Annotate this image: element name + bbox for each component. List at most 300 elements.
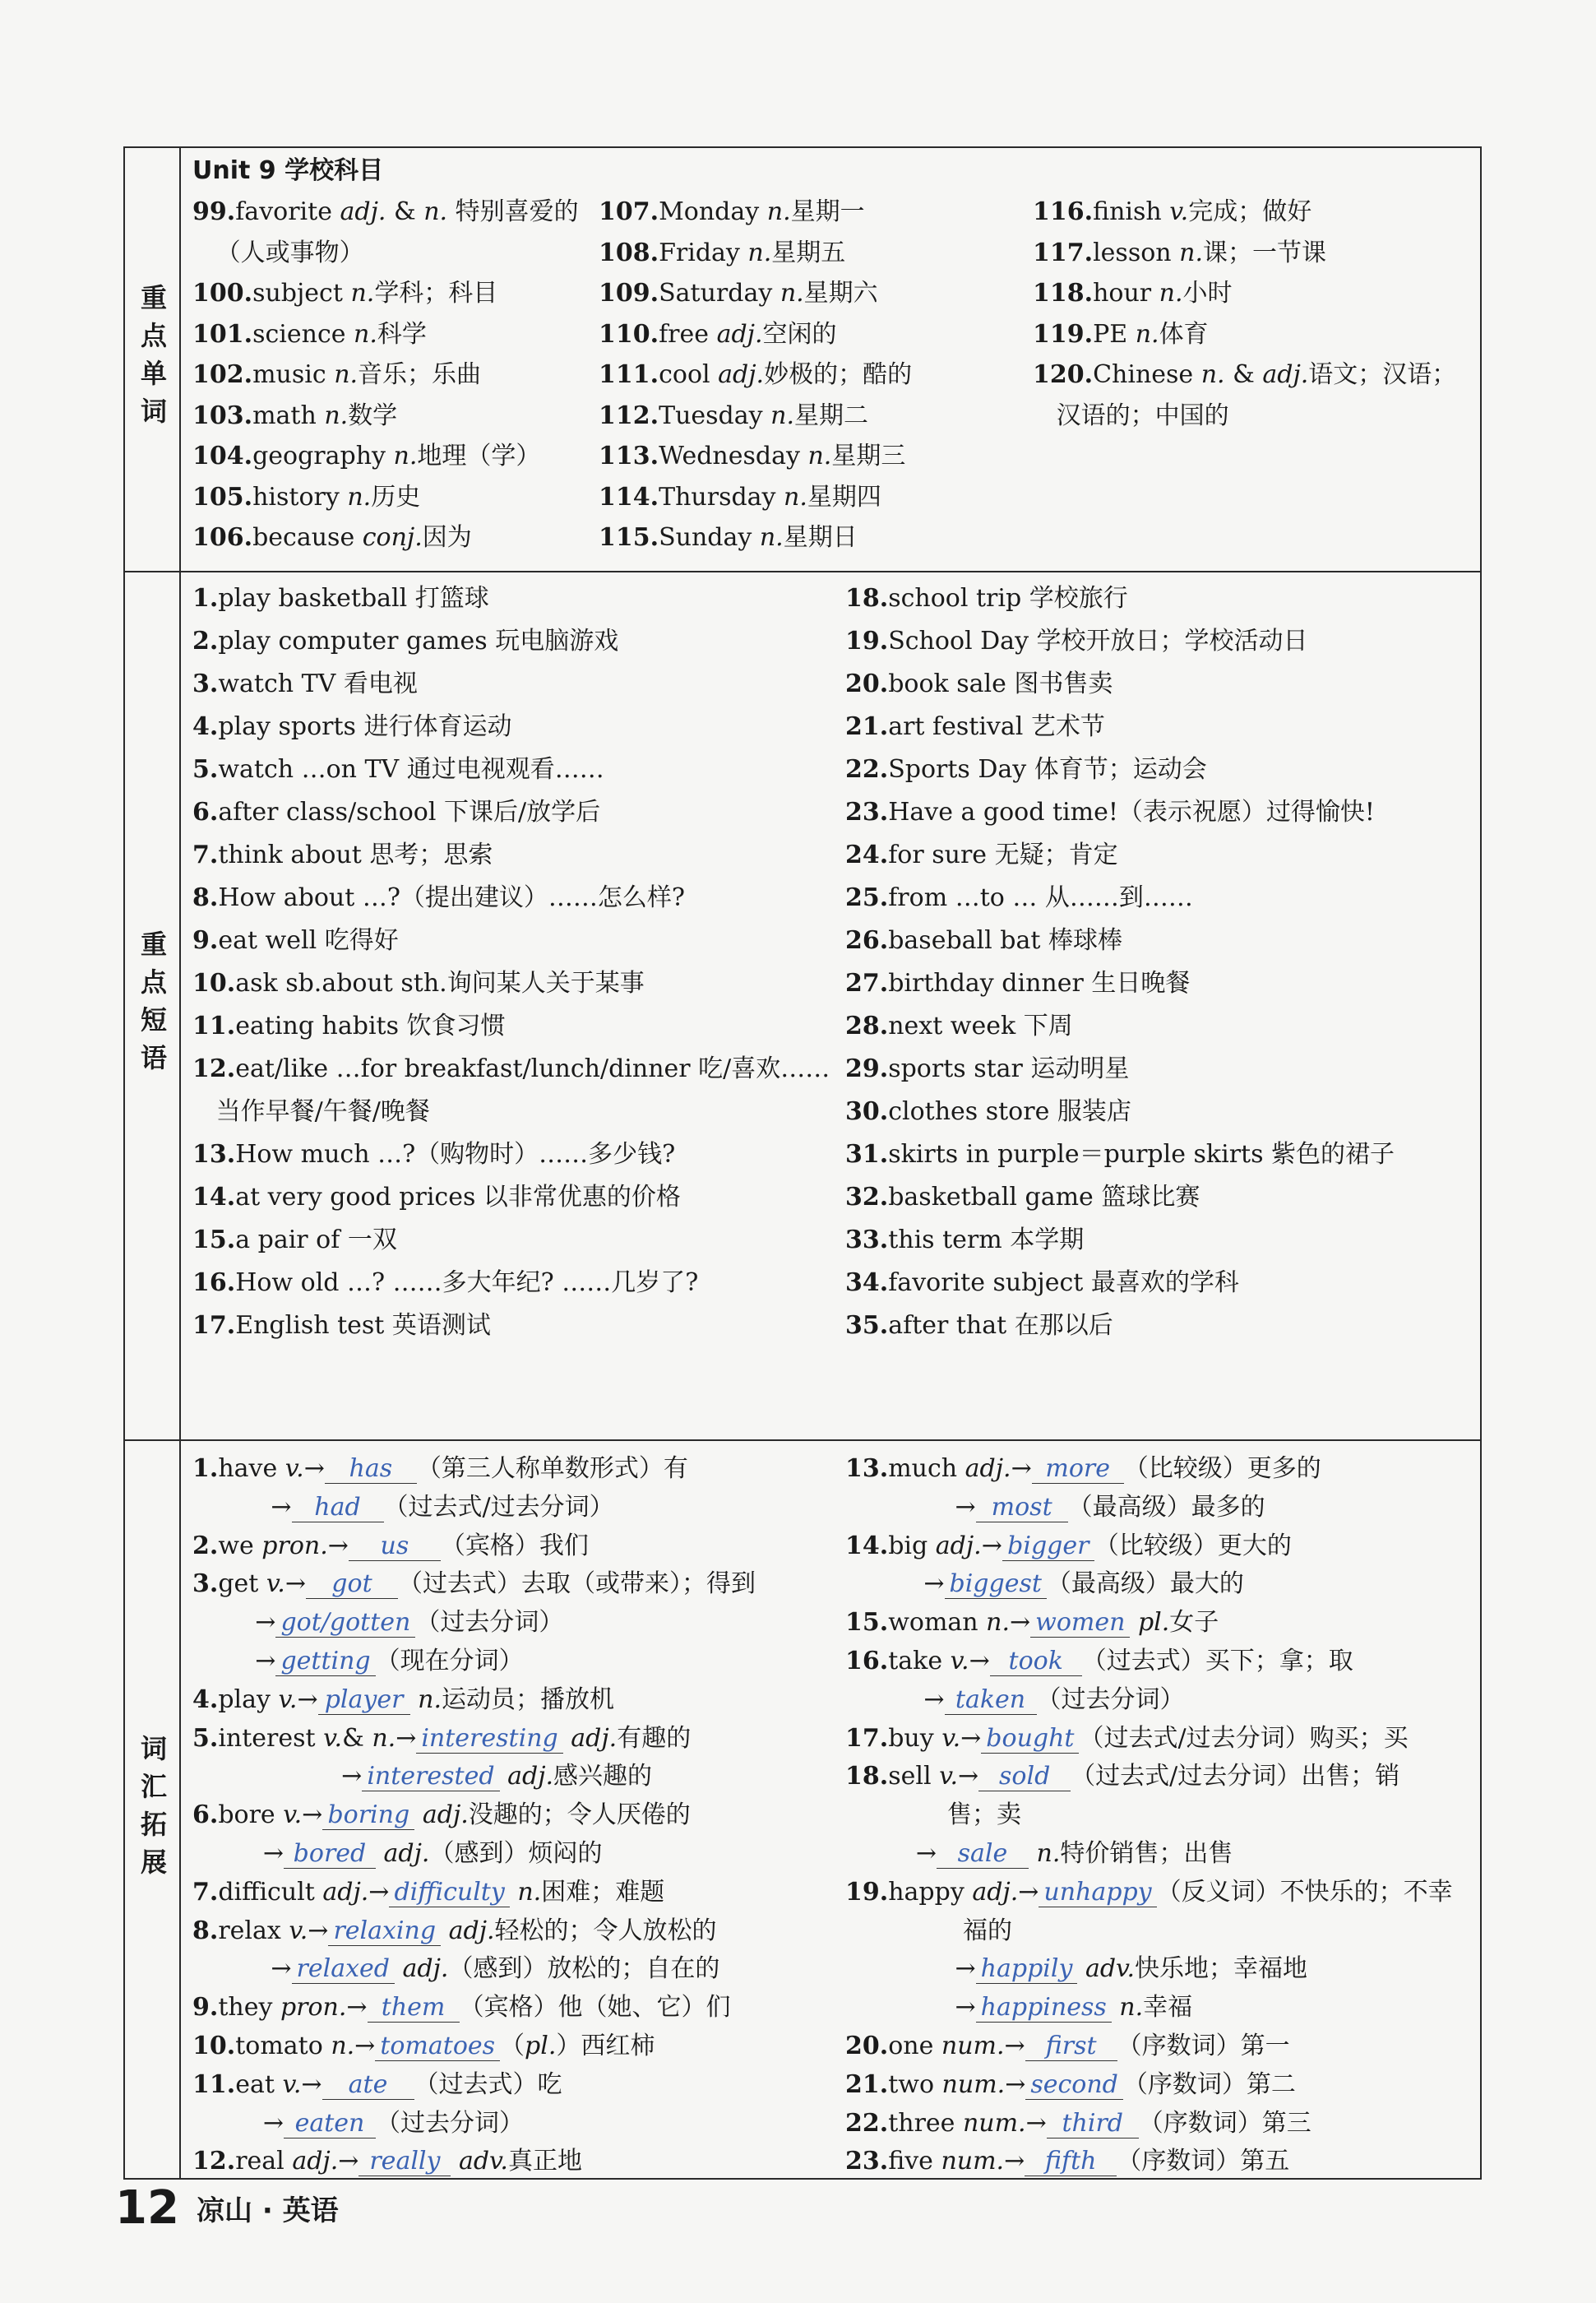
item-number: 6. [192,798,219,827]
entry-text: real [235,2147,293,2176]
entry-text: → [1004,2147,1025,2176]
entry-line [1033,196,1311,229]
entry-text: five [888,2147,941,2176]
entry-text: free [659,319,717,349]
part-of-speech: n. [766,197,791,226]
entry-line [845,1606,1219,1639]
item-number: 103. [192,401,253,430]
part-of-speech: v. [283,1800,303,1830]
entry-text: 语文；汉语； [1308,360,1457,389]
entry-text: → [192,1608,276,1638]
entry-text: ask sb.about sth.询问某人关于某事 [235,969,645,998]
part-of-speech: n. [350,279,375,308]
entry-line [192,2107,524,2140]
answer-blank: getting [275,1647,375,1676]
entry-text: （过去式/过去分词） [383,1492,614,1522]
entry-text: math [252,401,325,430]
entry-line [845,924,1122,957]
part-of-speech: num. [962,2108,1026,2138]
answer-blank: fifth [1025,2148,1117,2176]
part-of-speech: n. [779,279,804,308]
item-number: 33. [845,1226,889,1254]
entry-text [1077,1954,1085,1983]
entry-text: birthday dinner 生日晚餐 [888,969,1191,998]
entry-line [845,1953,1307,1986]
entry-line [192,2069,562,2101]
item-number: 29. [845,1054,889,1083]
entry-text: （过去分词） [375,2108,524,2138]
item-number: 11. [192,2069,236,2099]
entry-text: → [1025,2108,1047,2138]
part-of-speech: adj. [340,197,386,226]
item-number: 7. [192,841,219,869]
entry-line [192,1915,717,1948]
entry-line [192,1267,698,1300]
part-of-speech: adj. [716,319,763,349]
entry-line [845,1453,1321,1485]
item-number: 11. [192,1012,236,1040]
answer-blank: relaxing [328,1917,441,1946]
section-label [125,1441,181,2180]
entry-text: after class/school 下课后/放学后 [218,798,601,827]
entry-text: Sports Day 体育节；运动会 [888,755,1207,784]
key-words-section [125,148,1480,572]
part-of-speech: adj. [402,1954,449,1984]
entry-text [1029,1839,1037,1868]
entry-text: 地理（学） [417,442,541,470]
part-of-speech: n. [1200,360,1225,389]
entry-text [441,1916,449,1945]
entry-text: two [888,2069,942,2099]
item-number: 19. [845,627,889,656]
entry-text: 完成；做好 [1188,197,1312,226]
entry-text: （过去式）买下；拿；取 [1081,1647,1353,1675]
entry-text: （宾格）我们 [440,1531,589,1560]
entry-text: 幸福 [1143,1993,1193,2023]
item-number: 12. [192,1054,236,1083]
entry-text: 小时 [1182,279,1233,308]
item-number: 10. [192,969,236,998]
entry-text: → [354,2032,376,2060]
item-number: 35. [845,1311,889,1340]
entry-text: Sunday [659,523,760,552]
entry-text: 特别喜爱的 [447,197,579,226]
part-of-speech: n. [1036,1839,1061,1868]
item-number: 110. [599,319,659,349]
entry-line [192,1606,563,1639]
entry-text: eat [235,2069,283,2099]
answer-blank: bored [284,1840,376,1869]
entry-text: → [192,2108,284,2138]
entry-text: Chinese [1093,360,1201,389]
entry-line [845,1837,1233,1870]
entry-text: & [386,197,424,226]
entry-text: 因为 [422,523,472,552]
item-number: 21. [845,2069,889,2099]
entry-line [1033,318,1209,351]
item-number: 27. [845,969,889,998]
entry-text: history [252,482,348,512]
entry-text: （序数词）第五 [1117,2147,1290,2176]
entry-text: → [368,1877,390,1907]
answer-blank: unhappy [1039,1879,1156,1907]
part-of-speech: adj. [507,1762,554,1791]
entry-line [192,1096,430,1128]
entry-text: ）西红柿 [556,2032,655,2060]
entry-text: → [845,1839,937,1868]
entry-text: happy [888,1877,973,1907]
item-number: 109. [599,279,659,308]
part-of-speech: v. [939,1762,959,1791]
entry-text: 科学 [377,319,427,349]
entry-text: think about 思考；思索 [218,841,493,869]
entry-text: big [888,1531,936,1560]
answer-blank: third [1047,2110,1139,2138]
entry-text: School Day 学校开放日；学校活动日 [888,627,1308,656]
entry-text: woman [888,1608,987,1638]
entry-line [192,924,399,957]
entry-line [192,277,497,310]
entry-text: How about …?（提出建议）……怎么样? [218,883,685,912]
entry-text: finish [1093,197,1170,226]
entry-line [192,1991,731,2024]
entry-text: we [218,1531,262,1560]
entry-text: buy [888,1723,942,1753]
entry-text: eat/like …for breakfast/lunch/dinner 吃/喜欢…… [235,1054,830,1083]
item-number: 3. [192,1569,219,1599]
answer-blank: bought [981,1725,1079,1754]
entry-line [845,1010,1073,1043]
entry-text: 空闲的 [762,319,837,349]
entry-text: （感到）烦闷的 [429,1839,603,1868]
entry-text: （过去式/过去分词）出售；销 [1071,1762,1400,1791]
entry-text: next week 下周 [888,1012,1073,1040]
entry-text: 售；卖 [845,1800,1021,1830]
item-number: 106. [192,523,253,552]
entry-text: three [888,2108,963,2138]
entry-text [410,1685,419,1714]
entry-line [599,400,868,433]
answer-blank: eaten [284,2110,376,2138]
part-of-speech: v. [950,1647,969,1675]
unit-title: Unit 9 学校科目 [192,156,384,185]
entry-text: 运动员；播放机 [441,1684,614,1714]
part-of-speech: n. [1119,1993,1144,2023]
entry-line [845,1760,1399,1793]
entry-line [192,1953,719,1986]
entry-text: one [888,2032,941,2060]
entry-text: Saturday [659,279,780,308]
entry-text: 福的 [845,1916,1013,1945]
entry-text: → [969,1647,990,1675]
entry-text: → [308,1916,329,1945]
item-number: 20. [845,2032,889,2060]
entry-text: （ [500,2032,525,2060]
entry-text: （序数词）第一 [1117,2032,1290,2060]
entry-text: → [297,1684,318,1714]
entry-line [192,1876,664,1909]
entry-line [599,521,858,554]
section-label-text: 词汇拓展 [136,1735,168,1886]
answer-blank: taken [945,1686,1037,1715]
item-number: 99. [192,197,236,226]
entry-text: （过去分词） [415,1608,564,1638]
answer-blank: really [359,2148,451,2176]
entry-line [192,1138,675,1171]
item-number: 116. [1033,197,1094,226]
entry-line [192,625,618,658]
section-body [181,148,1480,571]
item-number: 112. [599,401,659,430]
entry-text: → [1004,2032,1025,2060]
entry-text: play [218,1684,279,1714]
entry-text: 星期五 [771,238,846,267]
part-of-speech: adj. [383,1839,430,1868]
entry-line [192,237,364,270]
entry-line [845,711,1105,744]
entry-text: English test 英语测试 [235,1311,491,1340]
answer-blank: tomatoes [375,2032,500,2061]
entry-line [845,1645,1353,1678]
entry-text: favorite subject 最喜欢的学科 [888,1268,1239,1297]
entry-line [192,481,420,514]
entry-text: basketball game 篮球比赛 [888,1183,1200,1212]
item-number: 13. [845,1454,889,1483]
part-of-speech: pl. [1137,1608,1170,1638]
entry-text: skirts in purple＝purple skirts 紫色的裙子 [888,1140,1395,1169]
section-label [125,148,181,571]
item-number: 31. [845,1140,889,1169]
entry-text: 当作早餐/午餐/晚餐 [192,1097,430,1126]
entry-line [192,521,472,554]
item-number: 9. [192,1993,219,2023]
item-number: 117. [1033,238,1094,267]
part-of-speech: num. [941,2069,1006,2099]
entry-text: 课；一节课 [1203,238,1326,267]
item-number: 13. [192,1140,236,1169]
entry-line [845,967,1190,1000]
part-of-speech: adj. [292,2147,339,2176]
entry-line [845,2069,1296,2101]
entry-text: （最高级）最多的 [1067,1492,1265,1522]
item-number: 114. [599,482,659,512]
entry-line [1033,359,1456,392]
answer-blank: took [990,1647,1082,1676]
entry-text: （比较级）更多的 [1123,1454,1321,1483]
entry-text: → [192,1762,363,1791]
part-of-speech: v. [278,1684,298,1714]
entry-line [845,882,1193,915]
entry-line [845,1915,1012,1948]
part-of-speech: adj. [448,1916,495,1945]
entry-text: play basketball 打篮球 [218,584,489,613]
part-of-speech: num. [941,2147,1005,2176]
entry-line [192,1309,491,1342]
entry-text: How much …?（购物时）……多少钱? [235,1140,676,1169]
entry-text: tomato [235,2032,331,2060]
answer-blank: happily [976,1955,1078,1984]
item-number: 14. [192,1183,236,1212]
part-of-speech: n. [517,1877,542,1907]
item-number: 14. [845,1531,889,1560]
item-number: 102. [192,360,253,389]
entry-text: after that 在那以后 [888,1311,1113,1340]
item-number: 8. [192,883,219,912]
entry-text: 有趣的 [617,1723,692,1753]
entry-line [845,796,1375,829]
entry-line [192,753,604,786]
answer-blank: women [1030,1609,1130,1638]
entry-text: because [252,523,363,552]
entry-line [845,625,1308,658]
entry-text: watch TV 看电视 [218,670,418,698]
answer-blank: bigger [1002,1532,1094,1561]
part-of-speech: n. [347,482,372,512]
part-of-speech: n. [372,1723,396,1753]
part-of-speech: n. [770,401,794,430]
entry-line [192,882,685,915]
entry-text: （比较级）更大的 [1094,1531,1292,1560]
answer-blank: player [318,1686,410,1715]
entry-text: & [342,1723,372,1753]
item-number: 113. [599,442,659,470]
entry-line [845,839,1118,872]
entry-line [192,1684,614,1717]
item-number: 120. [1033,360,1094,389]
item-number: 25. [845,883,889,912]
entry-text: PE [1093,319,1136,349]
entry-text: → [845,1954,976,1984]
entry-line [845,1799,1021,1832]
entry-line [599,277,878,310]
part-of-speech: pl. [525,2032,557,2060]
entry-text: watch …on TV 通过电视观看…… [218,755,604,784]
entry-line [192,2030,655,2063]
entry-text: → [346,1993,368,2023]
item-number: 28. [845,1012,889,1040]
section-label-text: 重点短语 [136,930,168,1082]
item-number: 23. [845,2147,889,2176]
entry-line [1033,277,1233,310]
vocabulary-table [123,146,1482,2180]
entry-text: → [960,1723,982,1753]
answer-blank: happiness [976,1994,1112,2023]
section-body [181,1441,1480,2180]
item-number: 4. [192,712,219,741]
entry-line [845,1309,1113,1342]
answer-blank: second [1025,2071,1123,2100]
entry-line [845,1722,1409,1755]
item-number: 1. [192,584,219,613]
entry-text: Have a good time!（表示祝愿）过得愉快! [888,798,1375,827]
section-body [181,572,1480,1439]
item-number: 19. [845,1877,889,1907]
entry-text [395,1954,403,1983]
entry-text: Monday [659,197,767,226]
entry-line [192,440,540,473]
entry-text: （现在分词） [375,1647,524,1675]
item-number: 108. [599,238,659,267]
entry-line [845,1876,1453,1909]
entry-text: take [888,1647,951,1675]
entry-text [376,1839,384,1868]
answer-blank: interested [362,1763,499,1791]
item-number: 15. [192,1226,236,1254]
item-number: 8. [192,1916,219,1945]
entry-text [414,1800,423,1829]
entry-line [192,711,512,744]
entry-text: eat well 吃得好 [218,926,399,955]
entry-text: （过去分词） [1036,1684,1185,1714]
section-label-text: 重点单词 [136,284,168,435]
part-of-speech: v. [289,1916,308,1945]
entry-text: → [327,1531,349,1560]
item-number: 17. [845,1723,889,1753]
part-of-speech: pron. [261,1531,328,1560]
entry-text: 星期六 [803,279,878,308]
entry-text [1130,1608,1138,1637]
entry-text: 学科；科目 [374,279,498,308]
entry-text: eating habits 饮食习惯 [235,1012,506,1040]
entry-line [845,1491,1265,1524]
entry-text: （感到）放松的；自在的 [448,1954,720,1984]
item-number: 115. [599,523,659,552]
answer-blank: sold [978,1763,1071,1791]
entry-text: → [981,1531,1002,1560]
item-number: 5. [192,755,219,784]
item-number: 15. [845,1608,889,1638]
item-number: 10. [192,2032,236,2060]
entry-line [192,1491,614,1524]
answer-blank: difficulty [389,1879,509,1907]
entry-line [599,359,912,392]
answer-blank: biggest [945,1570,1047,1599]
entry-text: sports star 运动明星 [888,1054,1130,1083]
entry-line [845,1568,1244,1601]
item-number: 24. [845,841,889,869]
item-number: 9. [192,926,219,955]
entry-line [599,481,881,514]
entry-line [192,668,418,701]
answer-blank: first [1025,2032,1117,2061]
item-number: 3. [192,670,219,698]
entry-text: → [303,1454,325,1483]
item-number: 101. [192,319,253,349]
entry-line [192,1760,652,1793]
entry-text: for sure 无疑；肯定 [888,841,1118,869]
item-number: 16. [845,1647,889,1675]
entry-text: book sale 图书售卖 [888,670,1113,698]
item-number: 105. [192,482,253,512]
entry-line [192,839,493,872]
entry-text: 历史 [371,482,421,512]
part-of-speech: adj. [965,1454,1011,1483]
entry-text: → [1005,2069,1026,2099]
part-of-speech: n. [1135,319,1159,349]
part-of-speech: adv. [458,2147,508,2176]
entry-text: art festival 艺术节 [888,712,1105,741]
entry-line [599,440,905,473]
entry-line [192,1837,602,1870]
entry-text: 汉语的；中国的 [1033,401,1229,430]
entry-text: play computer games 玩电脑游戏 [218,627,619,656]
entry-text: 感兴趣的 [553,1762,653,1791]
entry-text: 数学 [348,401,398,430]
entry-text: → [845,1684,945,1714]
part-of-speech: n. [331,2032,355,2060]
part-of-speech: n. [747,238,772,267]
entry-text: → [1010,1608,1031,1638]
